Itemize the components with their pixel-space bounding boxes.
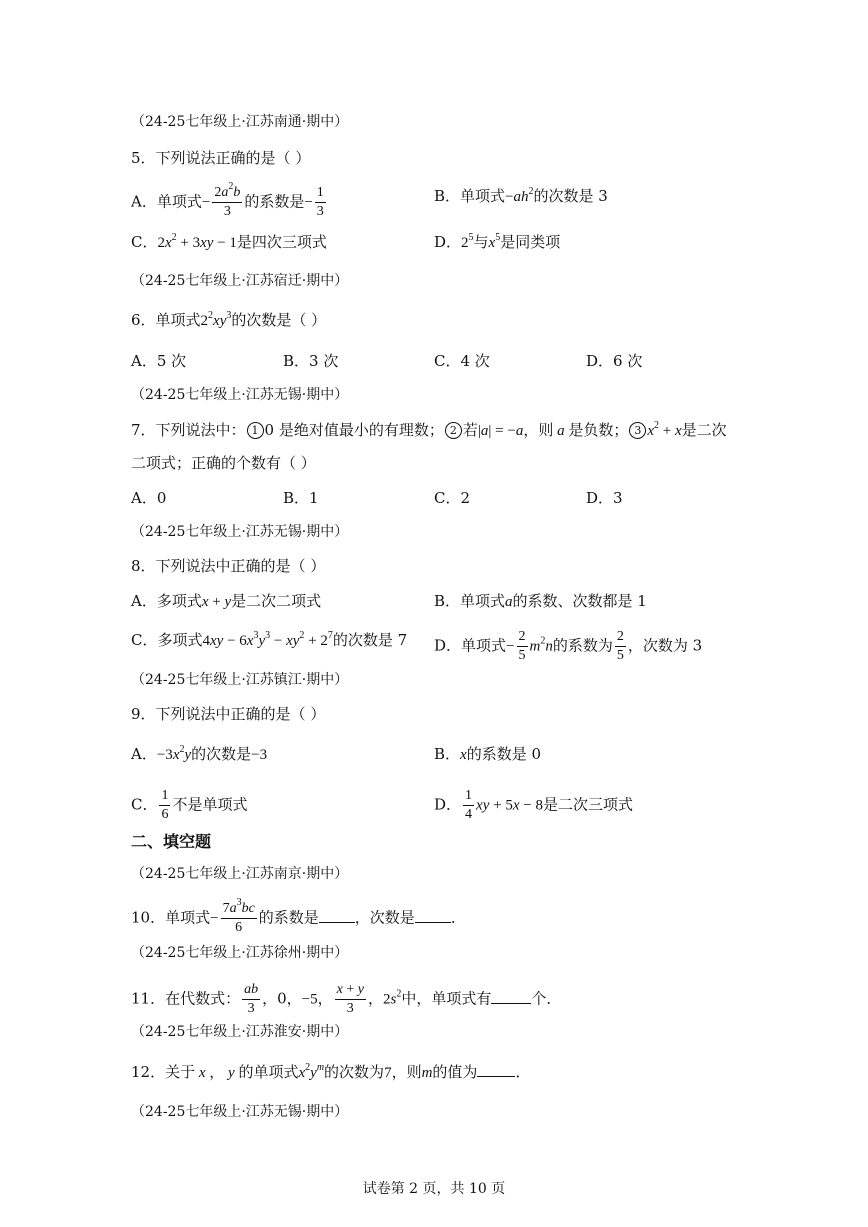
question-10: 10．单项式− $\frac{7a^3bc}{6}$ 的系数是 ，次数是 ．	[131, 897, 466, 935]
option-label: B．	[434, 745, 461, 763]
q7-option-d: D．3	[586, 489, 623, 507]
stem-text: 6．单项式	[131, 311, 201, 329]
option-label: D．	[434, 795, 462, 814]
fraction: $\frac{2a^2b}{3}$	[214, 181, 241, 219]
stem-text: 0 是绝对值最小的有理数；	[264, 421, 444, 439]
option-text: 是二次三项式	[542, 795, 633, 814]
q8-option-b: B．单项式a的系数、次数都是 1	[434, 592, 647, 610]
source-note: （24-25七年级上·江苏南通·期中）	[131, 114, 349, 130]
question-11: 11．在代数式： $\frac{ab}{3}$ ，0，−5， $\frac{x + y}{3}$ ，$2s^2$中，单项式有 个．	[131, 982, 562, 1016]
option-label: A．	[131, 745, 157, 763]
answer-blank[interactable]	[319, 908, 355, 923]
option-label: D．	[434, 233, 462, 251]
q8-option-a: A．多项式x + y是二次二项式	[131, 592, 322, 610]
question-9-stem: 9．下列说法中正确的是（ ）	[131, 705, 326, 723]
stem-text: ，次数是	[354, 908, 415, 927]
stem-text: 7．下列说法中：	[131, 421, 246, 439]
answer-blank[interactable]	[491, 989, 531, 1004]
fraction: $\frac{7a^3bc}{6}$	[222, 897, 255, 935]
q5-option-c: C．$2x^2 + 3xy - 1$是四次三项式	[131, 232, 327, 251]
option-text: 的次数是 3	[533, 187, 608, 205]
q9-option-a: A．$-3x^2y$的次数是−3	[131, 744, 268, 763]
option-label: A．多项式	[131, 592, 202, 610]
page-footer: 试卷第 2 页，共 10 页	[362, 1181, 506, 1197]
stem-text: ，则	[523, 421, 554, 439]
q9-option-b: B．x的系数是 0	[434, 745, 542, 763]
stem-text: 10．单项式	[131, 908, 211, 927]
option-text: 的次数是	[191, 745, 252, 763]
option-text: 的系数、次数都是 1	[512, 592, 647, 610]
stem-text: ，则	[391, 1063, 422, 1081]
option-text: 的系数是 0	[466, 745, 542, 763]
stem-text: 的次数为	[324, 1063, 385, 1081]
option-text: 的系数为	[552, 636, 613, 655]
circled-number: 3	[629, 422, 646, 439]
option-text: 与	[473, 233, 489, 251]
option-label: C．多项式	[131, 631, 203, 649]
q6-option-b: B．3 次	[283, 352, 339, 370]
option-text: ，次数为 3	[627, 636, 703, 655]
q5-option-b: B．单项式$-ah^2$的次数是 3	[434, 186, 608, 205]
fraction: $\frac{2}{5}$	[616, 629, 624, 663]
stem-text: 是负数；	[568, 421, 629, 439]
source-note: （24-25七年级上·江苏宿迁·期中）	[131, 273, 349, 289]
stem-text: 的单项式	[238, 1063, 299, 1081]
section-title: 二、填空题	[131, 832, 212, 851]
option-label: D．单项式	[434, 636, 507, 655]
q9-option-d: D． $\frac{1}{4}$ xy + 5x − 8是二次三项式	[434, 788, 633, 822]
fraction: $\frac{x + y}{3}$	[336, 982, 364, 1016]
q7-option-a: A．0	[131, 489, 167, 507]
fraction: $\frac{1}{3}$	[316, 185, 324, 219]
question-8-stem: 8．下列说法中正确的是（ ）	[131, 557, 326, 575]
option-text: 的次数是 7	[332, 631, 408, 649]
q8-option-c: C．多项式$4xy - 6x^3y^3 - xy^2 + 2^7$的次数是 7	[131, 630, 408, 649]
source-note: （24-25七年级上·江苏徐州·期中）	[131, 945, 349, 961]
q8-option-d: D．单项式− $\frac{2}{5}$ $m^2n$的系数为 $\frac{2}{5}$ ，次数为 3	[434, 629, 703, 663]
q6-option-a: A．5 次	[131, 352, 187, 370]
option-label: A．单项式	[131, 192, 202, 211]
stem-text: ．	[450, 908, 466, 927]
source-note: （24-25七年级上·江苏无锡·期中）	[131, 1104, 349, 1120]
answer-blank[interactable]	[477, 1062, 515, 1077]
source-note: （24-25七年级上·江苏淮安·期中）	[131, 1024, 349, 1040]
fraction: $\frac{2}{5}$	[518, 629, 526, 663]
option-text: 是二次二项式	[231, 592, 322, 610]
stem-text: ，	[367, 989, 383, 1008]
stem-text: 的次数是（ ）	[231, 311, 327, 329]
question-7-stem-line2: 二项式；正确的个数有（ ）	[131, 454, 316, 472]
stem-text: ，0，	[262, 989, 302, 1008]
stem-text: 11．在代数式：	[131, 989, 241, 1008]
circled-number: 2	[445, 422, 462, 439]
source-note: （24-25七年级上·江苏镇江·期中）	[131, 672, 349, 688]
fraction: $\frac{1}{6}$	[161, 788, 169, 822]
fraction: $\frac{1}{4}$	[465, 788, 473, 822]
source-note: （24-25七年级上·江苏南京·期中）	[131, 866, 349, 882]
option-text: 是四次三项式	[236, 233, 327, 251]
circled-number: 1	[247, 422, 264, 439]
q6-option-c: C．4 次	[434, 352, 490, 370]
question-6-stem: 6．单项式$2^2xy^3$的次数是（ ）	[131, 310, 327, 329]
stem-text: 中，单项式有	[401, 989, 492, 1008]
answer-blank[interactable]	[415, 908, 451, 923]
q7-option-b: B．1	[283, 489, 319, 507]
option-label: C．	[131, 795, 158, 814]
option-text: 是同类项	[500, 233, 561, 251]
q6-option-d: D．6 次	[586, 352, 643, 370]
option-text: 的系数是	[244, 192, 305, 211]
stem-text: ，	[317, 989, 333, 1008]
q7-option-c: C．2	[434, 489, 471, 507]
source-note: （24-25七年级上·江苏无锡·期中）	[131, 387, 349, 403]
option-label: C．	[131, 233, 158, 251]
stem-text: 12．关于	[131, 1063, 196, 1081]
question-5-stem: 5．下列说法正确的是（ ）	[131, 149, 311, 167]
option-label: B．单项式	[434, 592, 506, 610]
stem-text: 若	[462, 421, 478, 439]
q5-option-a: A．单项式− $\frac{2a^2b}{3}$ 的系数是− $\frac{1}{3}$	[131, 181, 324, 219]
option-label: B．单项式	[434, 187, 506, 205]
stem-text: 是二次	[681, 421, 727, 439]
q5-option-d: D．$2^5$与$x^5$是同类项	[434, 232, 561, 251]
stem-text: ，	[209, 1063, 225, 1081]
stem-text: 的值为	[432, 1063, 478, 1081]
source-note: （24-25七年级上·江苏无锡·期中）	[131, 524, 349, 540]
question-12: 12．关于 x ， y 的单项式$x^2y^m$的次数为7，则m的值为 ．	[131, 1062, 531, 1081]
stem-text: 的系数是	[258, 908, 319, 927]
q9-option-c	[131, 789, 248, 822]
stem-text: 个．	[531, 989, 562, 1008]
option-text: 不是单项式	[172, 795, 248, 814]
stem-text: ．	[515, 1063, 531, 1081]
question-7-stem-line1: 7．下列说法中： 1 0 是绝对值最小的有理数； 2 若|a| = −a，则 a 是负数； 3 $x^2 + x$是二次	[131, 420, 727, 439]
fraction: $\frac{ab}{3}$	[244, 982, 259, 1016]
